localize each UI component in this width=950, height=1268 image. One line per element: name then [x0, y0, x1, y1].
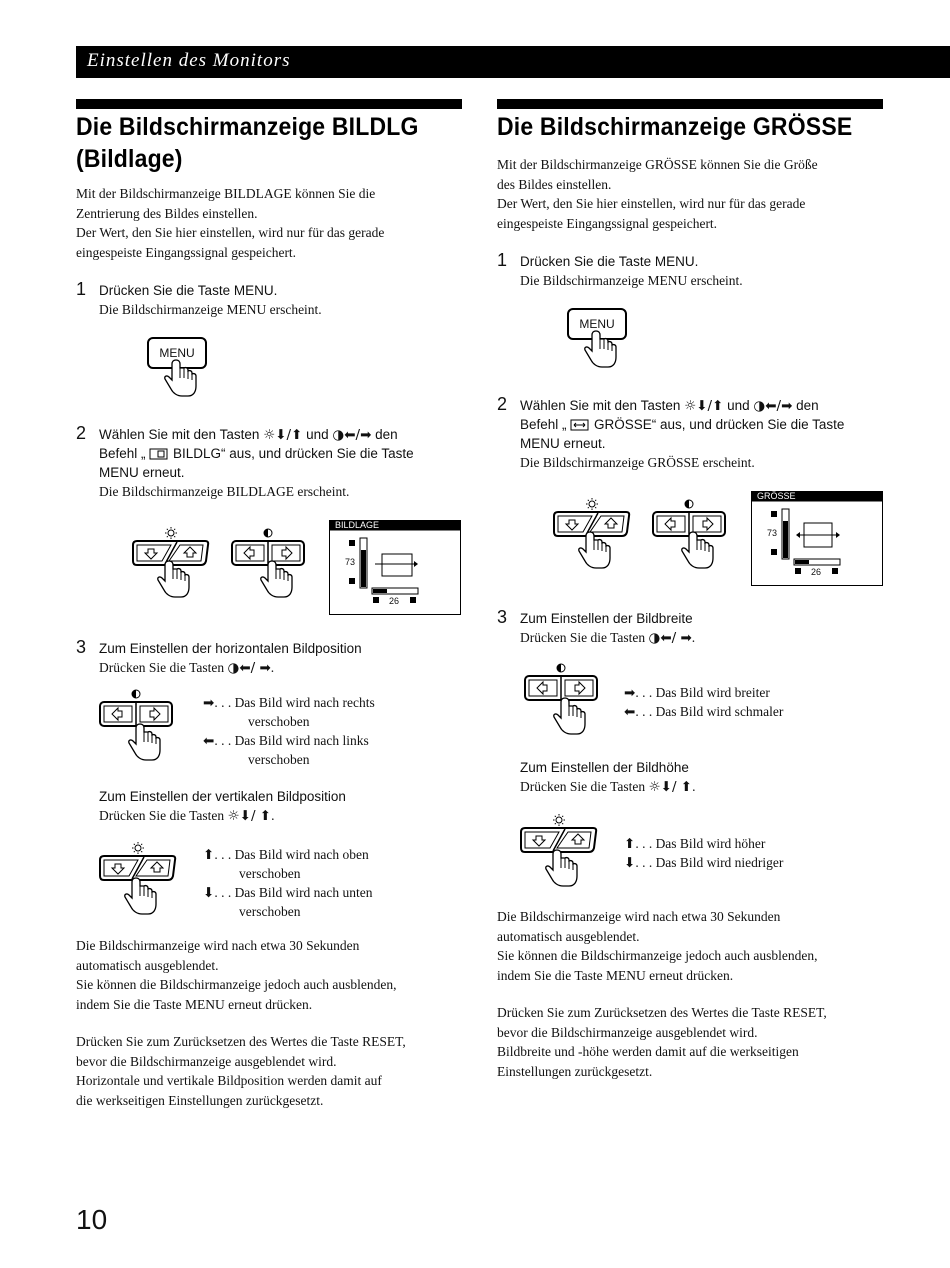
right-step2-line2-a: Befehl „ [520, 417, 571, 432]
left-arrow-icon: ⬅ [344, 427, 356, 443]
right-outro1 [497, 907, 892, 985]
left-step1-text: Drücken Sie die Taste MENU. [99, 283, 278, 298]
left-title-line1: Die Bildschirmanzeige BILDLG [76, 113, 419, 141]
left-step2-line2-b: BILDLG“ aus, und drücken Sie die Taste [169, 446, 414, 461]
left-up-note [203, 845, 369, 866]
left-arrow-icon: ⬅ [239, 660, 251, 676]
right-step3-sub-a: Drücken Sie die Tasten [520, 630, 649, 645]
left-step3-sub [99, 658, 274, 679]
left-brightness-buttons [133, 525, 213, 615]
left-down-note-text: . . . Das Bild wird nach unten [214, 885, 373, 900]
right-outro2-line: bevor die Bildschirmanzeige ausgeblendet wird. [497, 1024, 758, 1040]
down-arrow-icon: ⬇ [203, 885, 215, 901]
left-step2-line1 [99, 425, 398, 446]
right-step3-sub-b: . [691, 630, 696, 645]
left-step2-line1-b: und [302, 427, 333, 442]
right-height-heading: Zum Einstellen der Bildhöhe [520, 760, 689, 775]
right-step3-sub [520, 628, 695, 649]
left-right-note-text: . . . Das Bild wird nach rechts [214, 695, 375, 710]
left-contrast-buttons [232, 525, 312, 615]
right-intro-line: des Bildes einstellen. [497, 176, 612, 192]
left-step1-number: 1 [76, 279, 87, 299]
position-osd-icon [149, 448, 169, 460]
left-intro-line: Zentrierung des Bildes einstellen. [76, 205, 258, 221]
right-brightness-buttons [554, 496, 634, 586]
right-outro1-line: indem Sie die Taste MENU erneut drücken. [497, 967, 734, 983]
contrast-icon: ◑ [648, 630, 661, 646]
left-arrow-icon: ⬅ [765, 398, 777, 414]
contrast-icon: ◑ [753, 398, 766, 414]
right-step2-line3: MENU erneut. [520, 436, 606, 451]
sun-icon: ☼ [227, 808, 240, 824]
contrast-left-right-symbol: ◑⬅/ ➡ [648, 630, 692, 646]
up-arrow-icon: ⬆ [680, 779, 693, 795]
left-step3-text: Zum Einstellen der horizontalen Bildposition [99, 641, 362, 656]
right-step3-number: 3 [497, 607, 508, 627]
left-osd-horizontal-value: 26 [389, 596, 400, 606]
sun-down-up-symbol: ☼⬇/ ⬆ [227, 808, 272, 824]
right-arrow-icon: ➡ [259, 660, 271, 676]
left-menu-button-label: MENU [159, 346, 195, 360]
left-menu-hand-icon [166, 360, 206, 400]
right-outro1-line: Sie können die Bildschirmanzeige jedoch auch ausblenden, [497, 948, 818, 963]
sun-down-up-symbol: ☼⬇/⬆ [684, 398, 724, 414]
right-outro2 [497, 1003, 897, 1081]
right-height-sub-b: . [692, 779, 696, 794]
right-higher-note [624, 834, 765, 855]
left-step2-line2-a: Befehl „ [99, 446, 150, 461]
right-step1-sub: Die Bildschirmanzeige MENU erscheint. [520, 273, 743, 288]
right-outro1-line: Die Bildschirmanzeige wird nach etwa 30 Sekunden [497, 909, 781, 924]
contrast-left-right-symbol: ◑⬅/➡ [753, 398, 793, 414]
left-up-note-2: verschoben [239, 866, 301, 881]
up-arrow-icon: ⬆ [712, 398, 724, 414]
left-title-line2: (Bildlage) [76, 145, 183, 173]
right-wider-note-text: . . . Das Bild wird breiter [635, 685, 770, 700]
left-left-note [203, 731, 369, 752]
left-osd-vertical-value: 73 [345, 557, 356, 567]
right-outro2-line: Bildbreite und -höhe werden damit auf die werkseitigen [497, 1044, 799, 1059]
left-outro1-line: automatisch ausgeblendet. [76, 957, 219, 973]
left-outro1-line: indem Sie die Taste MENU erneut drücken. [76, 996, 313, 1012]
left-intro-line: eingespeiste Eingangssignal gespeichert. [76, 244, 297, 260]
down-arrow-icon: ⬇ [624, 855, 636, 871]
right-step1-number: 1 [497, 250, 508, 270]
right-menu-button-label: MENU [579, 317, 615, 331]
right-step2-line2-b: GRÖSSE“ aus, und drücken Sie die Taste [590, 417, 845, 432]
right-wider-note [624, 683, 770, 704]
sun-icon: ☼ [263, 427, 276, 443]
right-outro2-line: Einstellungen zurückgesetzt. [497, 1063, 653, 1079]
right-step2-line1-b: und [723, 398, 754, 413]
right-step3-text: Zum Einstellen der Bildbreite [520, 611, 693, 626]
left-up-note-text: . . . Das Bild wird nach oben [214, 847, 369, 862]
up-arrow-icon: ⬆ [259, 808, 272, 824]
right-lower-note-text: . . . Das Bild wird niedriger [635, 855, 784, 870]
contrast-left-right-symbol: ◑⬅/ ➡ [227, 660, 271, 676]
left-outro1 [76, 936, 466, 1014]
sun-icon: ☼ [648, 779, 661, 795]
right-section-title: Die Bildschirmanzeige GRÖSSE [497, 113, 853, 141]
up-arrow-icon: ⬆ [624, 836, 636, 852]
left-vertical-heading: Zum Einstellen der vertikalen Bildposition [99, 789, 346, 804]
left-intro-line: Der Wert, den Sie hier einstellen, wird nur für das gerade [76, 225, 385, 240]
down-arrow-icon: ⬇ [660, 779, 672, 795]
right-osd-horizontal-value: 26 [811, 567, 822, 577]
right-step1-text: Drücken Sie die Taste MENU. [520, 254, 699, 269]
sun-icon: ☼ [684, 398, 697, 414]
contrast-left-right-symbol: ◑⬅/➡ [332, 427, 372, 443]
left-step2-line2 [99, 444, 414, 464]
left-step2-sub: Die Bildschirmanzeige BILDLAGE erscheint. [99, 484, 350, 499]
left-step3-sub-b: . [270, 660, 275, 675]
right-step2-sub: Die Bildschirmanzeige GRÖSSE erscheint. [520, 455, 755, 470]
right-intro-line: Mit der Bildschirmanzeige GRÖSSE können Sie die Größe [497, 157, 818, 172]
left-section-rule [76, 99, 462, 109]
up-arrow-icon: ⬆ [291, 427, 303, 443]
sun-down-up-symbol: ☼⬇/ ⬆ [648, 779, 693, 795]
left-step1-sub: Die Bildschirmanzeige MENU erscheint. [99, 302, 322, 317]
right-osd-vertical-value: 73 [767, 528, 778, 538]
left-intro [76, 184, 466, 262]
right-higher-note-text: . . . Das Bild wird höher [635, 836, 766, 851]
right-step2-line1 [520, 396, 819, 417]
left-step2-line3: MENU erneut. [99, 465, 185, 480]
right-intro-line: Der Wert, den Sie hier einstellen, wird nur für das gerade [497, 196, 806, 211]
right-arrow-icon: ➡ [680, 630, 692, 646]
up-arrow-icon: ⬆ [203, 847, 215, 863]
left-vertical-buttons [100, 840, 180, 920]
right-contrast-buttons [653, 496, 733, 586]
left-outro2-line: Horizontale und vertikale Bildposition werden damit auf [76, 1073, 382, 1088]
left-intro-line: Mit der Bildschirmanzeige BILDLAGE können Sie die [76, 186, 376, 201]
header-title: Einstellen des Monitors [87, 50, 291, 71]
right-lower-note [624, 853, 783, 874]
right-outro2-line: Drücken Sie zum Zurücksetzen des Wertes die Taste RESET, [497, 1005, 827, 1020]
left-step3-number: 3 [76, 637, 87, 657]
page-number: 10 [76, 1204, 108, 1235]
left-vertical-sub [99, 806, 274, 827]
size-osd-icon [570, 419, 590, 431]
down-arrow-icon: ⬇ [696, 398, 708, 414]
contrast-icon: ◑ [332, 427, 345, 443]
right-narrower-note [624, 702, 783, 723]
left-arrow-icon: ⬅ [660, 630, 672, 646]
left-outro2-line: die werkseitigen Einstellungen zurückgesetzt. [76, 1092, 324, 1108]
right-intro [497, 155, 887, 233]
left-down-note-2: verschoben [239, 904, 301, 919]
left-step2-line1-a: Wählen Sie mit den Tasten [99, 427, 264, 442]
right-step2-line1-c: den [792, 398, 819, 413]
left-step2-line1-c: den [371, 427, 398, 442]
right-step2-line2 [520, 415, 844, 435]
down-arrow-icon: ⬇ [275, 427, 287, 443]
right-height-buttons [521, 812, 601, 892]
left-outro1-line: Sie können die Bildschirmanzeige jedoch auch ausblenden, [76, 977, 397, 992]
left-left-note-2: verschoben [248, 752, 310, 767]
left-step2-number: 2 [76, 423, 87, 443]
left-vertical-sub-b: . [271, 808, 275, 823]
left-outro2-line: Drücken Sie zum Zurücksetzen des Wertes die Taste RESET, [76, 1034, 406, 1049]
right-arrow-icon: ➡ [203, 695, 215, 711]
right-section-rule [497, 99, 883, 109]
left-right-note-2: verschoben [248, 714, 310, 729]
right-narrower-note-text: . . . Das Bild wird schmaler [635, 704, 784, 719]
right-arrow-icon: ➡ [624, 685, 636, 701]
left-outro2 [76, 1032, 471, 1110]
left-right-note [203, 693, 375, 714]
left-horizontal-buttons [100, 688, 180, 768]
right-outro1-line: automatisch ausgeblendet. [497, 928, 640, 944]
left-section-title [76, 111, 419, 175]
right-height-sub-a: Drücken Sie die Tasten [520, 779, 649, 794]
right-step2-line1-a: Wählen Sie mit den Tasten [520, 398, 685, 413]
left-arrow-icon: ⬅ [624, 704, 636, 720]
right-height-sub [520, 777, 695, 798]
left-left-note-text: . . . Das Bild wird nach links [214, 733, 369, 748]
down-arrow-icon: ⬇ [239, 808, 251, 824]
left-outro1-line: Die Bildschirmanzeige wird nach etwa 30 Sekunden [76, 938, 360, 953]
right-arrow-icon: ➡ [781, 398, 793, 414]
left-arrow-icon: ⬅ [203, 733, 215, 749]
sun-down-up-symbol: ☼⬇/⬆ [263, 427, 303, 443]
right-osd-title: GRÖSSE [757, 491, 796, 501]
left-outro2-line: bevor die Bildschirmanzeige ausgeblendet wird. [76, 1053, 337, 1069]
right-step2-number: 2 [497, 394, 508, 414]
contrast-icon: ◑ [227, 660, 240, 676]
left-vertical-sub-a: Drücken Sie die Tasten [99, 808, 228, 823]
left-down-note [203, 883, 373, 904]
right-menu-hand-icon [586, 331, 626, 371]
left-step3-sub-a: Drücken Sie die Tasten [99, 660, 228, 675]
left-osd-title: BILDLAGE [335, 520, 380, 530]
right-arrow-icon: ➡ [360, 427, 372, 443]
right-width-buttons [525, 662, 605, 742]
right-intro-line: eingespeiste Eingangssignal gespeichert. [497, 215, 718, 231]
